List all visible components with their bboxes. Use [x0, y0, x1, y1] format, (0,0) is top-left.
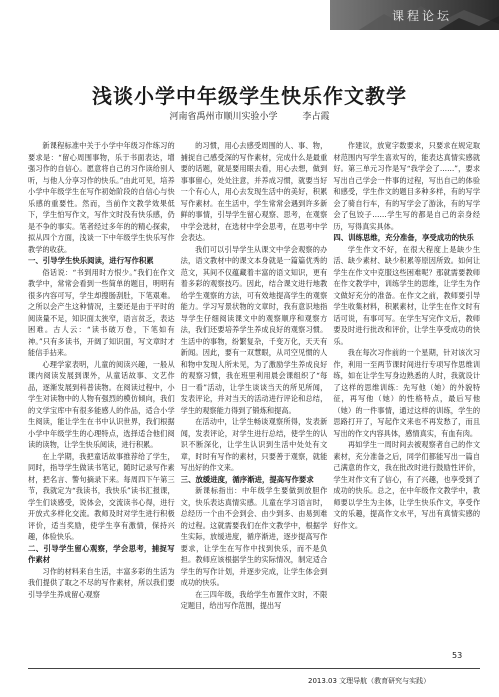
paragraph: 在三四年级，我给学生布置作文时，不限定题目，给出写作范围，提出写	[180, 589, 328, 610]
page-number: 53	[452, 651, 463, 660]
article-byline	[0, 109, 499, 122]
section-heading: 三、放缓进度，循序渐进，提高写作要求	[180, 474, 314, 484]
author-name: 李占霞	[302, 112, 330, 122]
column-3	[333, 140, 480, 640]
header-banner	[330, 0, 499, 30]
paragraph: 心理学家表明，儿童的阅读兴趣，一般从课内阅读发展到课外，从童话故事、文艺作品，逐渐发展到科普读物。在阅读过程中，小学生对读物中的人物有强烈的模仿倾向，我们的文学宝库中有很多能感人的作品，适合小学生阅读，能让学生在书中认识世界，我们根据小学中年级学生的心理特点，选择适合他们阅读的读物，让学生快乐阅读，进行积累。	[28, 359, 175, 449]
journal-footer: 2013.03 文理导航（教育研究与实践）	[308, 677, 431, 685]
paragraph: 习作的材料来自生活，丰富多彩的生活为我们提供了取之不尽的写作素材，所以我们要引导学生养成留心观察	[28, 566, 175, 599]
article-title: 浅谈小学中年级学生快乐作文教学	[92, 84, 407, 108]
paragraph: 学生作文不好，在很大程度上是缺少生活、缺少素材、缺少积累等原因所致。如何让学生在作文中克服这些困难呢？那就需要教师在作文教学中，训练学生的思维，让学生为作文做好充分的准备。在作文之前，教师要引导学生收集材料，积累素材，让学生在作文时有话可说，有事可写。在学生写完作文后，教师要及时进行批改和评价，让学生享受成功的快乐。	[333, 244, 481, 346]
paragraph: 作建议，放宽字数要求，只要求在规定取材范围内写学生喜欢写的，能表达真情实感就好。第三单元习作是写“我学会了……”，要求写出自己学会一件事的过程，写出自己的体验和感受，学生作文的题目多种多样，有的写学会了骑自行车，有的写学会了游泳，有的写学会了包饺子……学生写的都是自己的亲身经历，写得真实具体。	[333, 141, 481, 231]
paragraph: 新课程标准中关于小学中年级习作练习的要求是：“留心周围事物，乐于书面表达，增强习作的自信心。愿意将自己的习作读给别人听，与他人分享习作的快乐。”由此可见，培养小学中年级学生在写作初始阶段的自信心与快乐感的重要性。然而，当前作文教学效果低下，学生怕写作文，写作文时没有快乐感，仍是不争的事实。笔者经过多年的的精心探索，拟从四个方面，浅谈一下中年级学生快乐写作教学的收获。	[28, 141, 175, 254]
paragraph: 我在每次习作前的一个星期，针对该次习作，利用一至两节课时间进行专项写作思维训练，如在让学生写身边熟悉的人时，我就设计了这样的思维训练：先写他（她）的外貌特征，再写他（她）的性格特点，最后写他（她）的一件事情，通过这样的训练，学生的思路打开了，写起作文来也不再发愁了，而且写出的作文内容具体，感情真实，有血有肉。	[333, 348, 481, 438]
author-affiliation: 河南省禹州市顺川实验小学	[169, 112, 278, 122]
paragraph: 的习惯，用心去感受周围的人、事、物，捕捉自己感受深的写作素材，完成什么是最重要的话题，就是要用眼去看，用心去想，做到事事留心，处处注意，并养成习惯，就要当好一个有心人，用心去发现生活中的美好，积累写作素材。在生活中，学生常常会遇到许多新鲜的事情，引导学生留心观察、思考，在观察中学会选材，在选材中学会思考，在思考中学会表达。	[180, 141, 328, 242]
paragraph: 再如学生一周时间去被观察者自己的作文素材，充分准备之后，同学们都能写出一篇自己满意的作文，我在批改时进行鼓励性评价，学生对作文有了信心，有了兴趣，也享受到了成功的快乐。总之，在中年级作文教学中，教师要以学生为主体，让学生快乐作文，享受作文的乐趣，提高作文水平，写出有真情实感的好作文。	[333, 440, 481, 530]
footer-divider	[28, 668, 480, 669]
paragraph: 在上学期，我把童话故事推荐给了学生，同时，指导学生做读书笔记，随时记录写作素材，把名言、警句摘录下来。每周四下午第三节，我就定为“我读书，我快乐”读书汇报课，学生们谈感受，说体会，交流读书心得，进行开放式多样化交流。教师及时对学生进行积极评价，适当奖励，使学生享有激情，保持兴趣，体验快乐。	[28, 451, 175, 541]
column-2	[181, 140, 328, 640]
column-1	[28, 140, 175, 640]
section-heading: 一、引导学生快乐阅读，进行写作积累	[28, 256, 154, 265]
article-body	[28, 140, 480, 640]
paragraph: 新课标指出：中年级学生要做到放胆作文，快乐表达真情实感。儿童在学习语言时，总经历一个由不会到会、由少到多、由易到难的过程。这就需要我们在作文教学中，根据学生实际，放缓进度，循序渐进，逐步提高写作要求，让学生在写作中找到快乐，而不是负担。教师应该根据学生的实际情况，制定适合学生的写作计划，并逐步完成，让学生体会到成功的快乐。	[180, 486, 328, 587]
section-heading: 四、训练思维，充分准备，享受成功的快乐	[333, 233, 474, 242]
section-heading: 二、引导学生留心观察，学会思考，捕捉写作素材	[28, 543, 175, 564]
paragraph: 俗话说：“书到用时方恨少。”我们在作文教学中，常常会看到一些简单的题目，明明有很多内容可写，学生却搜肠刮肚，下笔艰难。之所以会产生这种情况，主要还是由于平时的阅读量不足，知识面太狭窄，语言贫乏，表达困难。古人云：“读书破万卷，下笔如有神。”只有多读书，开阔了知识面，写文章时才能信手拈来。	[28, 267, 175, 357]
paragraph: 在活动中，让学生畅谈观察所得，发表新闻，发表评论，对学生进行总结，使学生的认识不断深化，让学生认识到生活中处处有文章，时时有写作的素材，只要善于观察，就能写出好的作文来。	[180, 417, 328, 472]
paragraph: 我们可以引导学生从课文中学会观察的办法，语文教材中的课文本身就是一篇篇优秀的范文，其间不仅蕴藏着丰富的语文知识，更有着多彩的观察技巧。因此，结合课文进行地教给学生观察的方法，可有效地提高学生的观察能力。学习写景状物的文章时，我有意识地指导学生仔细阅读课文中的观察顺序和观察方法，我们还要培养学生养成良好的观察习惯。生活中的事物，纷繁复杂，千变万化，天天有新闻。因此，要有一双慧眼，从司空见惯的人和物中发现人所未见，为了激励学生养成良好的观察习惯，我在班里利用晨会课组织了“每日一看”活动，让学生谈谈当天的所见所闻，发表评论，并对当天的活动进行评论和总结，学生的观察能力得到了锻炼和提高。	[180, 244, 328, 415]
banner-text: 课程论坛	[392, 9, 453, 23]
